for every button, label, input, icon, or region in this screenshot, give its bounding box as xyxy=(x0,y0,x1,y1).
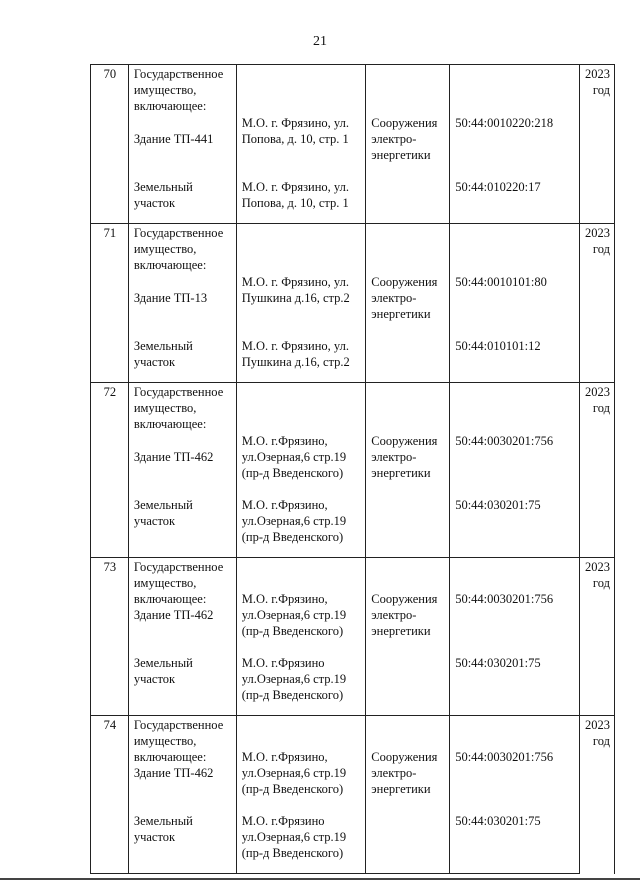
table-row xyxy=(91,716,615,798)
year-cell: 2023 год xyxy=(579,383,614,558)
land-cadastre: 50:44:030201:75 xyxy=(455,656,541,670)
row-number: 72 xyxy=(91,383,129,482)
land-cadastre: 50:44:010101:12 xyxy=(455,339,541,353)
scan-edge-line xyxy=(0,878,640,880)
address-cell xyxy=(236,65,366,164)
building-address: М.О. г.Фрязино, ул.Озерная,6 стр.19 (пр-д Введенского) xyxy=(241,434,347,480)
land-name: Земельный участок xyxy=(133,814,193,844)
building-cadastre: 50:44:0030201:756 xyxy=(455,434,554,448)
land-cadastre: 50:44:030201:75 xyxy=(455,498,541,512)
table-row-sub xyxy=(91,639,615,716)
building-address: М.О. г.Фрязино, ул.Озерная,6 стр.19 (пр-д Введенского) xyxy=(241,750,347,796)
building-name: Здание ТП-462 xyxy=(133,766,214,780)
land-name: Земельный участок xyxy=(133,498,193,528)
building-name: Здание ТП-462 xyxy=(133,608,214,622)
land-address: М.О. г.Фрязино ул.Озерная,6 стр.19 (пр-д Введенского) xyxy=(241,656,347,702)
table-row-sub xyxy=(91,322,615,383)
building-cadastre: 50:44:0030201:756 xyxy=(455,750,554,764)
table-row-sub xyxy=(91,797,615,874)
table-row xyxy=(91,65,615,164)
land-cadastre: 50:44:010220:17 xyxy=(455,180,541,194)
building-name: Здание ТП-462 xyxy=(133,450,214,464)
row-number: 71 xyxy=(91,224,129,323)
land-name: Земельный участок xyxy=(133,339,193,369)
row-number: 74 xyxy=(91,716,129,798)
property-table xyxy=(90,64,615,874)
group-label: Государственное имущество, включающее: xyxy=(133,718,224,764)
land-name: Земельный участок xyxy=(133,180,193,210)
item-cell xyxy=(128,65,236,164)
land-address: М.О. г.Фрязино, ул.Озерная,6 стр.19 (пр-д Введенского) xyxy=(241,498,347,544)
table-row-sub xyxy=(91,163,615,224)
building-purpose: Сооружения электро-энергетики xyxy=(371,116,438,162)
group-label: Государственное имущество, включающее: xyxy=(133,385,224,431)
building-cadastre: 50:44:0010220:218 xyxy=(455,116,554,130)
row-number: 73 xyxy=(91,558,129,640)
building-name: Здание ТП-441 xyxy=(133,132,214,146)
land-name: Земельный участок xyxy=(133,656,193,686)
building-purpose: Сооружения электро-энергетики xyxy=(371,592,438,638)
table-row xyxy=(91,558,615,640)
building-purpose: Сооружения электро-энергетики xyxy=(371,434,438,480)
table-row xyxy=(91,383,615,482)
building-purpose: Сооружения электро-энергетики xyxy=(371,750,438,796)
item-cell xyxy=(128,224,236,323)
group-label: Государственное имущество, включающее: xyxy=(133,560,224,606)
building-address: М.О. г. Фрязино, ул. Пушкина д.16, стр.2 xyxy=(241,275,350,305)
building-cadastre: 50:44:0010101:80 xyxy=(455,275,547,289)
land-address: М.О. г. Фрязино, ул. Пушкина д.16, стр.2 xyxy=(241,339,350,369)
group-label: Государственное имущество, включающее: xyxy=(133,67,224,113)
building-purpose: Сооружения электро-энергетики xyxy=(371,275,438,321)
land-address: М.О. г.Фрязино ул.Озерная,6 стр.19 (пр-д Введенского) xyxy=(241,814,347,860)
year-cell: 2023 год xyxy=(579,716,614,874)
land-address: М.О. г. Фрязино, ул. Попова, д. 10, стр. 1 xyxy=(241,180,349,210)
year-cell: 2023 год xyxy=(579,65,614,224)
group-label: Государственное имущество, включающее: xyxy=(133,226,224,272)
year-cell: 2023 год xyxy=(579,558,614,716)
row-number: 70 xyxy=(91,65,129,164)
table-row-sub xyxy=(91,481,615,558)
building-name: Здание ТП-13 xyxy=(133,291,208,305)
building-address: М.О. г. Фрязино, ул. Попова, д. 10, стр. 1 xyxy=(241,116,349,146)
table-row xyxy=(91,224,615,323)
year-cell: 2023 год xyxy=(579,224,614,383)
building-address: М.О. г.Фрязино, ул.Озерная,6 стр.19 (пр-д Введенского) xyxy=(241,592,347,638)
cadastre-cell xyxy=(450,65,580,164)
land-cadastre: 50:44:030201:75 xyxy=(455,814,541,828)
purpose-cell xyxy=(366,65,450,164)
page-number: 21 xyxy=(313,34,327,49)
building-cadastre: 50:44:0030201:756 xyxy=(455,592,554,606)
